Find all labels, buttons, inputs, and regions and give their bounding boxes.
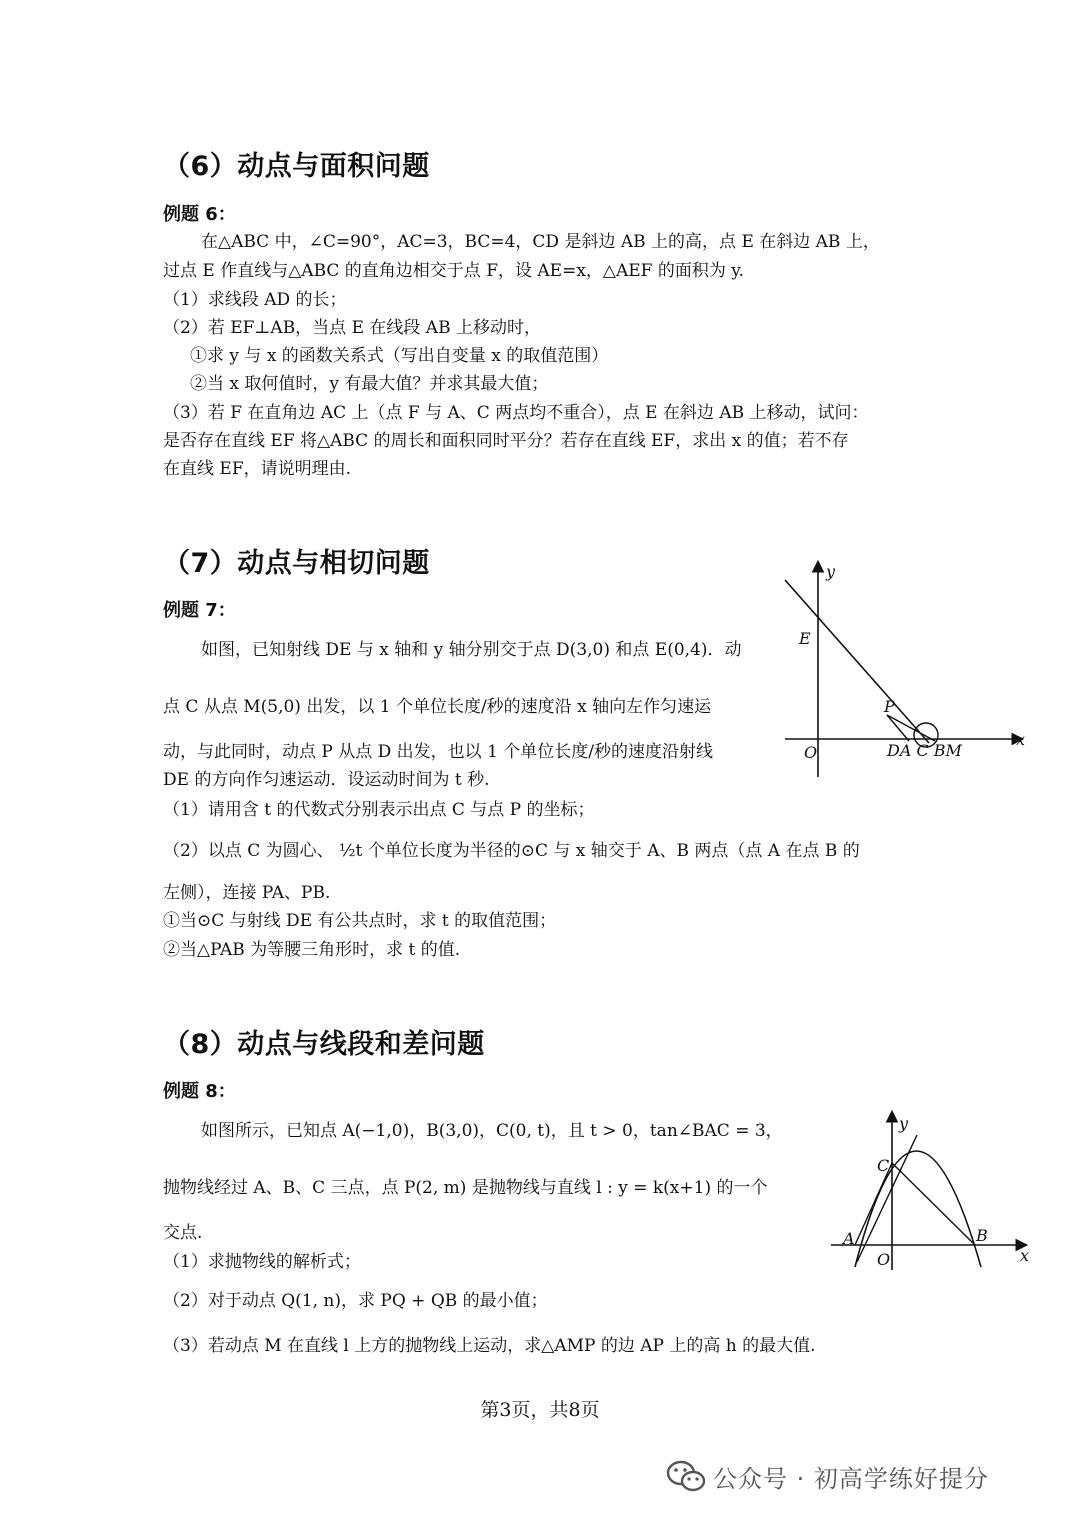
s6-line-7: （3）若 F 在直角边 AC 上（点 F 与 A、C 两点均不重合），点 E 在斜边 AB 上移动，试问： — [163, 403, 869, 423]
fig7-segment-pa — [887, 715, 909, 741]
s6-line-8: 是否存在直线 EF 将△ABC 的周长和面积同时平分？若存在直线 EF，求出 x 的值；若不存 — [163, 431, 849, 451]
s8-line-6: （3）若动点 M 在直线 l 上方的抛物线上运动，求△AMP 的边 AP 上的高 h 的最大值. — [163, 1336, 816, 1356]
fig7-label-p: P — [884, 697, 895, 716]
fig8-label-a: A — [843, 1229, 855, 1248]
s7-line-5: （1）请用含 t 的代数式分别表示出点 C 与点 P 的坐标； — [163, 800, 595, 820]
figure-8 — [825, 1105, 1040, 1275]
watermark-text: 公众号 · 初高学练好提分 — [713, 1464, 989, 1493]
s7-line-2: 点 C 从点 M(5,0) 出发，以 1 个单位长度/秒的速度沿 x 轴向左作匀速运 — [163, 697, 712, 717]
s7-line-6: （2）以点 C 为圆心、 ½t 个单位长度为半径的⊙C 与 x 轴交于 A、B 两点（点 A 在点 B 的 — [163, 841, 860, 861]
s8-line-4: （1）求抛物线的解析式； — [163, 1252, 361, 1272]
section-6-heading: （6）动点与面积问题 — [163, 151, 430, 182]
page-footer: 第3页，共8页 — [480, 1399, 600, 1421]
fig7-ray-de — [785, 580, 929, 743]
fig7-label-e: E — [799, 629, 811, 648]
fig8-segment-cb — [892, 1163, 975, 1245]
fig7-label-dacbm: DA C BM — [887, 741, 962, 760]
s8-line-3: 交点. — [163, 1223, 203, 1243]
s7-line-1: 如图，已知射线 DE 与 x 轴和 y 轴分别交于点 D(3,0) 和点 E(0,4)．动 — [201, 640, 742, 660]
s7-line-8: ①当⊙C 与射线 DE 有公共点时，求 t 的取值范围； — [163, 911, 557, 931]
fig8-label-x: x — [1020, 1246, 1030, 1265]
example-7-label: 例题 7： — [163, 600, 236, 621]
wechat-icon — [665, 1458, 707, 1494]
fig8-line-l — [857, 1135, 917, 1262]
s6-line-2: 过点 E 作直线与△ABC 的直角边相交于点 F，设 AE=x，△AEF 的面积为 y. — [163, 261, 745, 281]
s6-line-1: 在△ABC 中，∠C=90°，AC=3，BC=4，CD 是斜边 AB 上的高，点 E 在斜边 AB 上， — [201, 232, 880, 252]
fig8-parabola — [855, 1151, 981, 1267]
fig7-label-x: x — [1016, 730, 1026, 749]
fig8-label-y: y — [899, 1114, 909, 1133]
s7-line-9: ②当△PAB 为等腰三角形时，求 t 的值. — [163, 940, 461, 960]
s6-line-6: ②当 x 取何值时，y 有最大值？并求其最大值； — [190, 374, 549, 394]
s8-line-1: 如图所示，已知点 A(−1,0)，B(3,0)，C(0, t)，且 t > 0，tan∠BAC = 3， — [201, 1121, 783, 1141]
section-8-heading: （8）动点与线段和差问题 — [163, 1029, 485, 1060]
s7-line-7: 左侧），连接 PA、PB. — [163, 883, 331, 903]
fig8-label-b: B — [976, 1226, 988, 1245]
s7-line-4: DE 的方向作匀速运动．设运动时间为 t 秒. — [163, 770, 490, 790]
s6-line-3: （1）求线段 AD 的长； — [163, 290, 347, 310]
fig8-segment-ac — [855, 1163, 892, 1245]
figure-7 — [775, 555, 1035, 785]
s7-line-3: 动，与此同时，动点 P 从点 D 出发，也以 1 个单位长度/秒的速度沿射线 — [163, 742, 714, 762]
fig8-label-c: C — [877, 1156, 890, 1175]
fig7-label-o: O — [804, 743, 818, 762]
example-8-label: 例题 8： — [163, 1081, 236, 1102]
s6-line-5: ①求 y 与 x 的函数关系式（写出自变量 x 的取值范围） — [190, 346, 609, 366]
s6-line-4: （2）若 EF⊥AB，当点 E 在线段 AB 上移动时， — [163, 318, 541, 338]
fig7-segment-pb — [887, 715, 935, 741]
fig7-label-y: y — [826, 562, 836, 581]
example-6-label: 例题 6： — [163, 204, 236, 225]
watermark — [665, 1458, 989, 1494]
s8-line-2: 抛物线经过 A、B、C 三点，点 P(2, m) 是抛物线与直线 l : y = k(x+1) 的一个 — [163, 1178, 768, 1198]
s6-line-9: 在直线 EF，请说明理由. — [163, 459, 352, 479]
s8-line-5: （2）对于动点 Q(1, n)，求 PQ + QB 的最小值； — [163, 1291, 548, 1311]
fig8-label-o: O — [877, 1250, 891, 1269]
section-7-heading: （7）动点与相切问题 — [163, 548, 430, 579]
